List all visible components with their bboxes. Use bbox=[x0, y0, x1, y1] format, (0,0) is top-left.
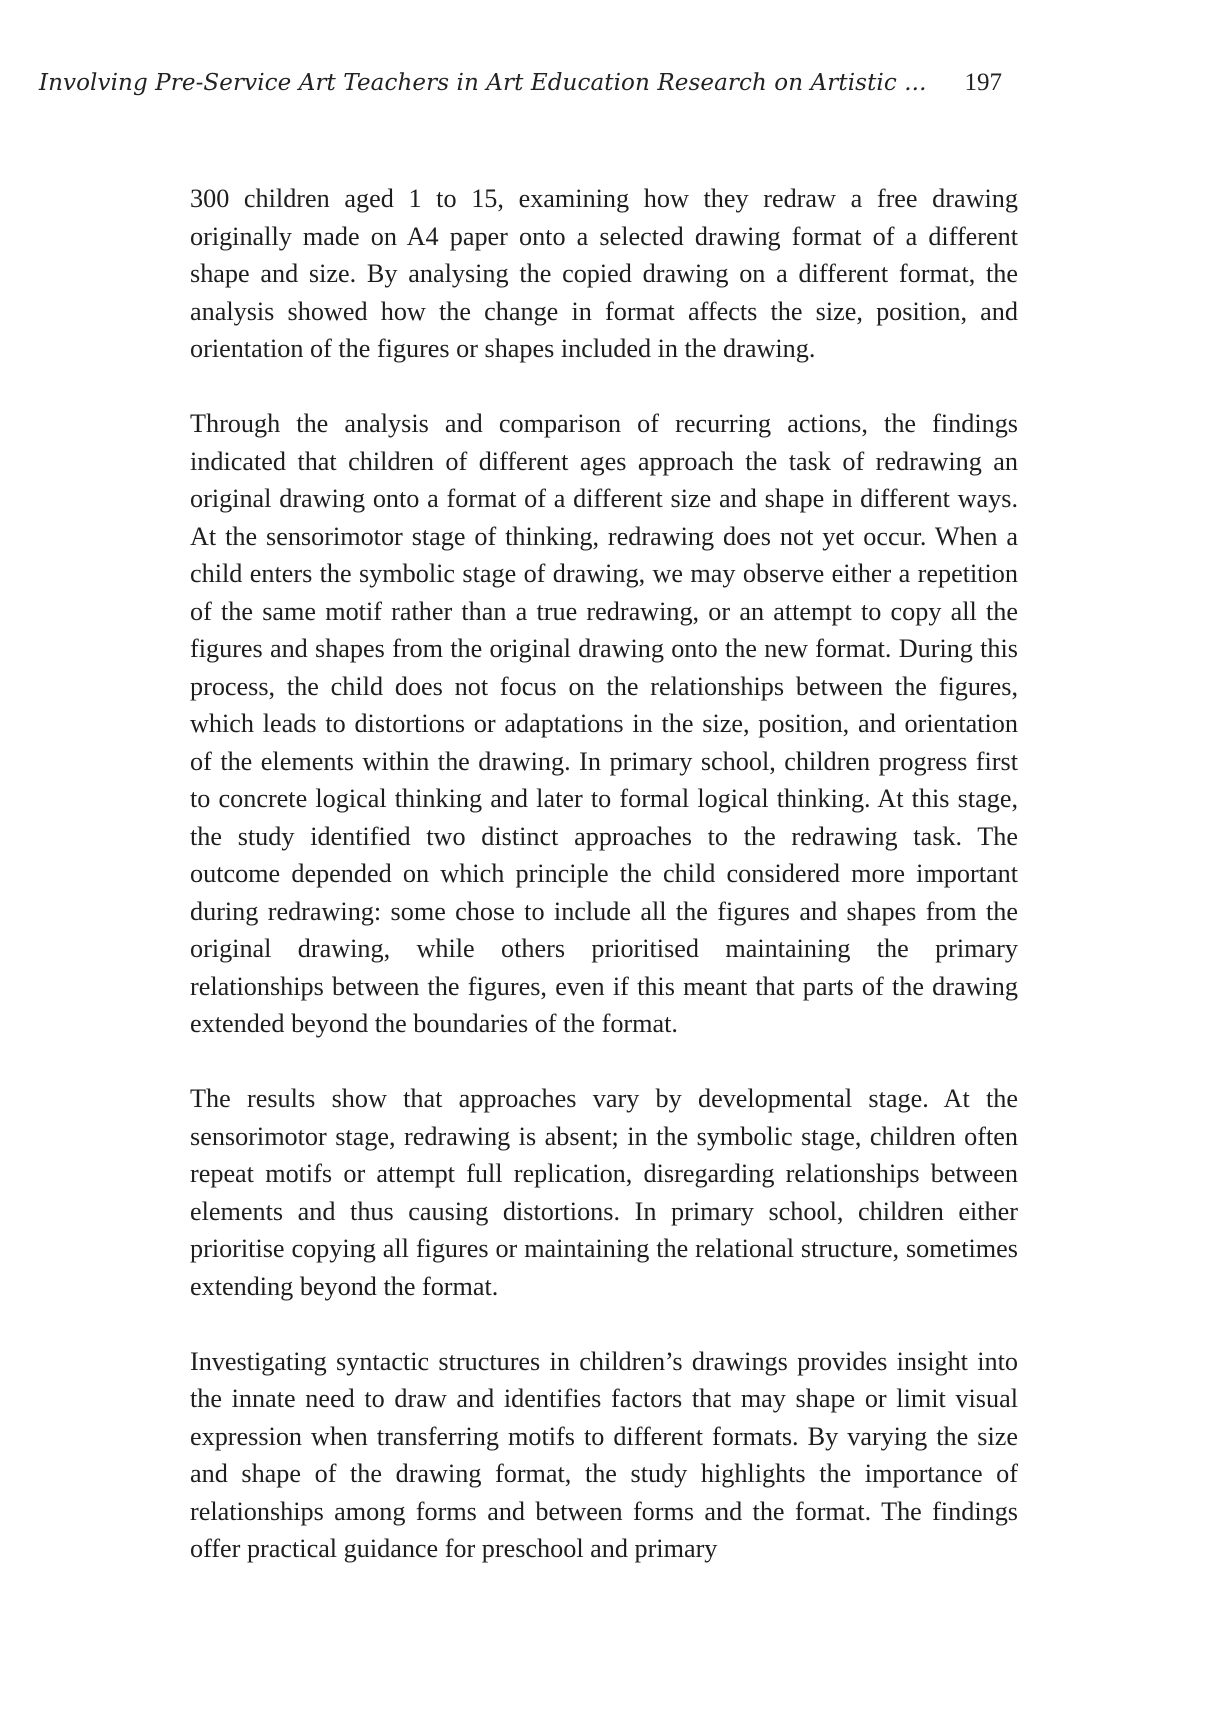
page-number: 197 bbox=[964, 69, 1002, 96]
paragraph: The results show that approaches vary by developmental stage. At the sensorimotor stage, redrawing is absent; in the symbolic stage, children often repeat motifs or attempt full replication, disregarding relationships between elements and thus causing distortions. In primary school, children either prioritise copying all figures or maintaining the relational structure, sometimes extending beyond the format. bbox=[190, 1084, 1018, 1301]
paragraph: Investigating syntactic structures in children’s drawings provides insight into the innate need to draw and identifies factors that may shape or limit visual expression when transferring motifs to different formats. By varying the size and shape of the drawing format, the study highlights the importance of relationships among forms and between forms and the format. The findings offer practical guidance for preschool and primary bbox=[190, 1346, 1018, 1563]
body-text bbox=[190, 180, 1018, 1568]
paragraph: 300 children aged 1 to 15, examining how they redraw a free drawing originally made on A4 paper onto a selected drawing format of a different shape and size. By analysing the copied drawing on a different format, the analysis showed how the change in format affects the size, position, and orientation of the figures or shapes included in the drawing. bbox=[190, 184, 1018, 363]
running-title: Involving Pre-Service Art Teachers in Art Education Research on Artistic ... bbox=[38, 70, 927, 96]
paragraph: Through the analysis and comparison of recurring actions, the findings indicated that children of different ages approach the task of redrawing an original drawing onto a format of a different size and shape in different ways. At the sensorimotor stage of thinking, redrawing does not yet occur. When a child enters the symbolic stage of drawing, we may observe either a repetition of the same motif rather than a true redrawing, or an attempt to copy all the figures and shapes from the original drawing onto the new format. During this process, the child does not focus on the relationships between the figures, which leads to distortions or adaptations in the size, position, and orientation of the elements within the drawing. In primary school, children progress first to concrete logical thinking and later to formal logical thinking. At this stage, the study identified two distinct approaches to the redrawing task. The outcome depended on which principle the child considered more important during redrawing: some chose to include all the figures and shapes from the original drawing, while others prioritised maintaining the primary relationships between the figures, even if this meant that parts of the drawing extended beyond the boundaries of the format. bbox=[190, 409, 1018, 1038]
running-header bbox=[38, 68, 1002, 108]
